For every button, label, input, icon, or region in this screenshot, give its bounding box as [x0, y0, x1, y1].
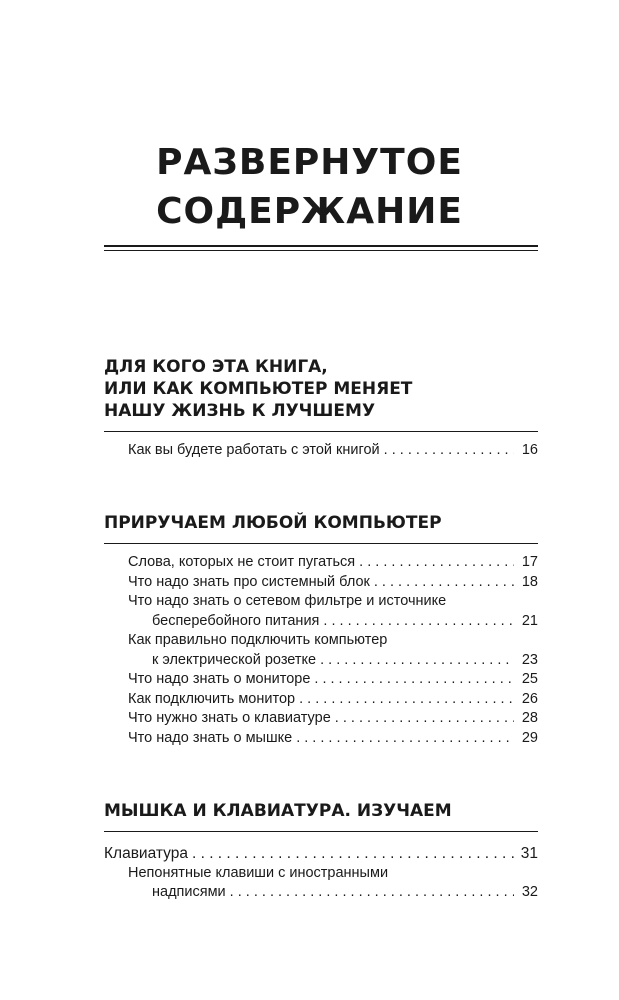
toc-entry[interactable]	[104, 670, 538, 690]
section-rule	[104, 831, 538, 832]
toc-entry[interactable]	[104, 592, 538, 631]
section-title-line: МЫШКА И КЛАВИАТУРА. ИЗУЧАЕМ	[104, 801, 452, 821]
toc-entry[interactable]	[104, 729, 538, 749]
section-rule	[104, 543, 538, 544]
toc-entry-page: 29	[521, 729, 538, 746]
toc-entries	[104, 553, 538, 748]
leader-dots	[323, 612, 514, 632]
toc-entry-last-row	[104, 883, 538, 903]
toc-entry-label-last: надписями	[152, 884, 226, 900]
toc-entry-label-first: Как правильно подключить компьютер	[128, 632, 388, 648]
leader-dots	[314, 670, 514, 690]
toc-entries	[104, 844, 538, 903]
page-title	[0, 138, 619, 236]
section-title	[104, 512, 538, 534]
leader-dots	[192, 844, 514, 864]
section-for-whom	[104, 356, 538, 461]
toc-entry-last-row	[104, 612, 538, 632]
section-rule	[104, 431, 538, 432]
leader-dots	[374, 573, 514, 593]
toc-entry-label-first: Непонятные клавиши с иностранными	[128, 864, 389, 881]
page-title-line-1: РАЗВЕРНУТОЕ	[156, 142, 463, 183]
section-title-line: НАШУ ЖИЗНЬ К ЛУЧШЕМУ	[104, 401, 376, 421]
leader-dots	[296, 729, 514, 749]
toc-entry-label: Слова, которых не стоит пугаться	[128, 554, 356, 570]
toc-entry-label: Что нужно знать о клавиатуре	[128, 710, 331, 726]
section-title	[104, 356, 538, 422]
section-title-line: ПРИРУЧАЕМ ЛЮБОЙ КОМПЬЮТЕР	[104, 513, 442, 533]
toc-entry-label: Как вы будете работать с этой книгой	[128, 442, 380, 458]
section-mouse-keyboard	[104, 800, 538, 903]
toc-entry-label: Что надо знать про системный блок	[128, 573, 370, 590]
toc-entry-page: 23	[521, 651, 538, 668]
toc-entry[interactable]	[104, 844, 538, 864]
toc-entry-page: 16	[521, 442, 538, 458]
toc-entry-page: 25	[521, 671, 538, 687]
leader-dots	[320, 651, 514, 671]
leader-dots	[359, 553, 514, 573]
toc-entry-label: Клавиатура	[104, 845, 188, 862]
toc-entry[interactable]	[104, 573, 538, 593]
toc-entry[interactable]	[104, 441, 538, 461]
toc-entry-label-last: бесперебойного питания	[152, 612, 320, 629]
leader-dots	[230, 883, 514, 903]
section-title-line: ИЛИ КАК КОМПЬЮТЕР МЕНЯЕТ	[104, 379, 413, 399]
toc-entry[interactable]	[104, 631, 538, 670]
toc-entry-page: 26	[521, 690, 538, 707]
toc-entry-last-row	[104, 651, 538, 671]
section-tame-computer	[104, 512, 538, 748]
toc-entry[interactable]	[104, 553, 538, 573]
toc-entry-label: Что надо знать о мышке	[128, 729, 293, 746]
section-title-line: ДЛЯ КОГО ЭТА КНИГА,	[104, 357, 328, 377]
toc-entry-page: 18	[521, 573, 538, 590]
toc-entry-page: 21	[521, 612, 538, 629]
leader-dots	[384, 441, 514, 461]
toc-entry-label-last: к электрической розетке	[152, 651, 317, 668]
toc-entry[interactable]	[104, 690, 538, 710]
toc-entry-page: 28	[521, 710, 538, 726]
section-title	[104, 800, 538, 822]
toc-entries	[104, 441, 538, 461]
leader-dots	[299, 690, 514, 710]
toc-entry-label-first: Что надо знать о сетевом фильтре и источнике	[128, 593, 447, 609]
toc-entry-page: 31	[520, 845, 538, 862]
toc-entry[interactable]	[104, 864, 538, 903]
title-double-rule	[104, 245, 538, 251]
leader-dots	[335, 709, 514, 729]
page-title-line-2: СОДЕРЖАНИЕ	[156, 191, 463, 232]
toc-entry-page: 17	[521, 554, 538, 570]
toc-entry-page: 32	[521, 884, 538, 900]
toc-entry-label: Что надо знать о мониторе	[128, 671, 311, 687]
toc-entry[interactable]	[104, 709, 538, 729]
toc-entry-label: Как подключить монитор	[128, 690, 296, 707]
